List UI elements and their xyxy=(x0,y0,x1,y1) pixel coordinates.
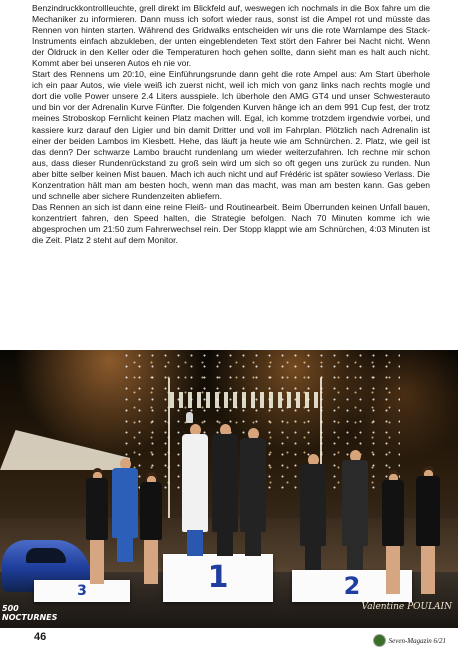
driver-winner xyxy=(240,428,266,556)
photographer-credit: Valentine POULAIN xyxy=(361,602,452,612)
driver-second-place xyxy=(300,454,326,570)
article-body xyxy=(32,3,430,246)
grid-girl xyxy=(86,468,108,584)
magazine-issue: Seven-Magazin 6/21 xyxy=(388,636,446,645)
podium-step-first: 1 xyxy=(163,554,273,602)
magazine-logo-icon xyxy=(374,635,385,646)
grid-girl xyxy=(416,466,440,594)
event-logo: 500 NOCTURNES xyxy=(2,604,58,622)
trophy xyxy=(186,412,193,423)
magazine-footer xyxy=(374,635,446,646)
podium-step-second: 2 xyxy=(292,570,412,602)
tent-roof xyxy=(0,430,130,470)
driver-winner xyxy=(212,424,238,556)
page-number: 46 xyxy=(34,631,47,643)
article-paragraph: Start des Rennens um 20:10, eine Einführungsrunde dann geht die rote Ampel aus: Am Start überhole ich ein paar Autos, wie viele weiß ich zuerst nicht, weil ich mich von ganz links nach rechts mogle und dort die volle Power unsere 2.4 Liters ausspiele. Ich überhole den AMG GT4 und unser Schwesterauto und bin vor der Adrenalin Kurve Fünfter. Die folgenden Kurven hänge ich an dem 991 Cup fest, der trotz meines Stroboskop Fernlicht keinen Platz machen will. Egal, ich komme trotzdem irgendwie vorbei, und kassiere kurz darauf den Ligier und bin damit Dritter und voll im Fahrplan. Plötzlich nach Adrenalin ist einer der beiden Lambos im Kiesbett. Hehe, das läuft ja heute wie am Schnürchen. 2. Platz, wie geil ist das denn? Der schwarze Lambo braucht rundenlang um wieder weiterzufahren. Ich rechne mir schon aus, dass dieser Rundenrückstand zu groß sein wird um sich so oft gegen uns zurück zu runden. Nun aber bitte selber keinen Mist bauen. Mach ich auch nicht und auf Frédéric ist später sowieso Verlass. Die Konzentration hält man am besten hoch, wenn man das macht, was man am besten kann. Gas geben und schnelle aber sichere Rundenzeiten abliefern. xyxy=(32,69,430,201)
podium-photo xyxy=(0,350,458,628)
driver-third-place xyxy=(112,458,138,562)
podium-step-third: 3 xyxy=(34,580,130,602)
driver-winner xyxy=(182,424,208,556)
grid-girl xyxy=(382,470,404,594)
article-paragraph: Benzindruckkontrollleuchte, grell direkt im Blickfeld auf, weswegen ich nochmals in die Box fahre um die Mechaniker zu informieren. Dann muss ich sofort wieder raus, sonst ist die Ampel rot und müsste das Rennen von hinten starten. Während des Gridwalks entscheiden wir uns die rote Warnlampe des Stack-Instruments einfach abzukleben, der unten eingeblendeten Text stört den Fahrer bei Nacht nicht. Wenn der Öldruck in den Keller oder die Temperaturen hoch gehen sollte, dann sieht man es halt auch nicht. Kommt aber bei unseren Autos eh nie vor. xyxy=(32,3,430,69)
article-paragraph: Das Rennen an sich ist dann eine reine Fleiß- und Routinearbeit. Beim Überrunden keinen Unfall bauen, konzentriert fahren, den Speed halten, die Strategie befolgen. Nach 70 Minuten komme ich wie abgesprochen um 21:50 zum Fahrerwechsel rein. Der Stopp klappt wie am Schnürchen, 4:03 Minuten ist die Zeit. Platz 2 steht auf dem Monitor. xyxy=(32,201,430,245)
grid-girl xyxy=(140,472,162,584)
driver-second-place xyxy=(342,450,368,570)
